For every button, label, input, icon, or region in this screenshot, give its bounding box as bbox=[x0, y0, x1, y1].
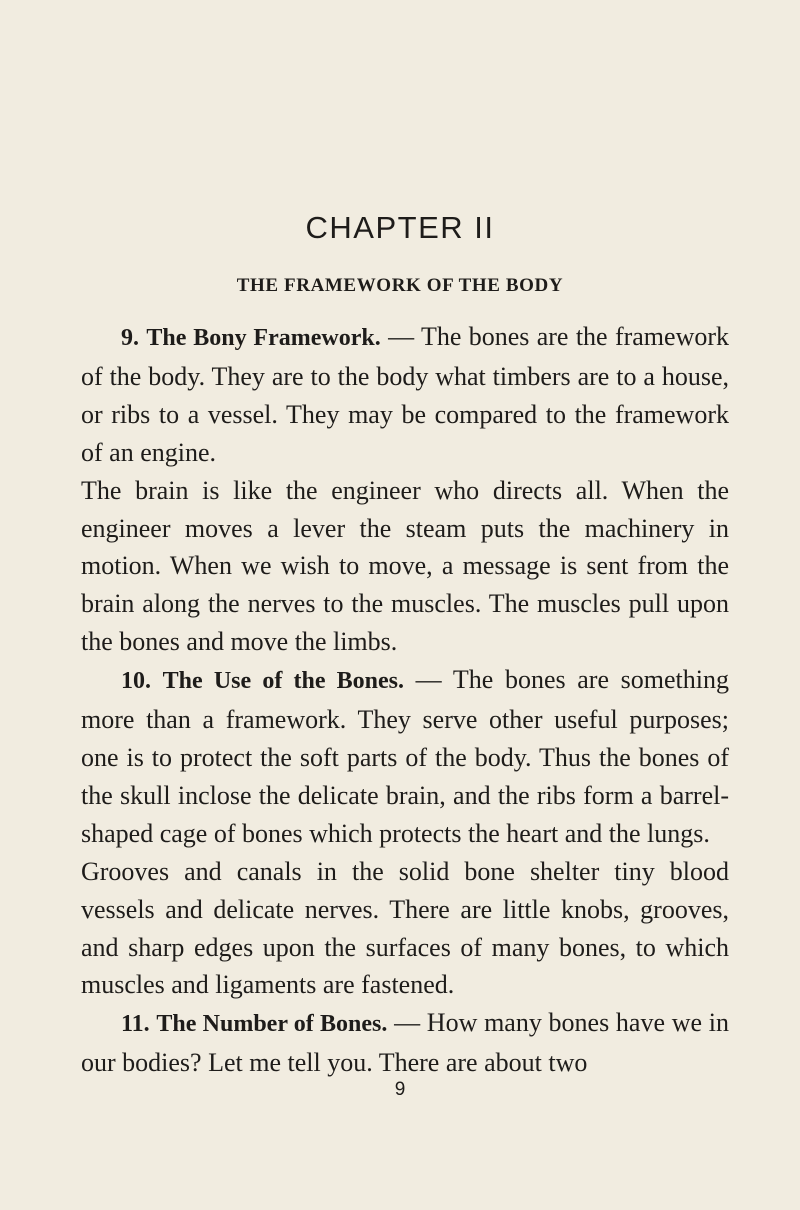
paragraph-11 bbox=[81, 1004, 729, 1082]
section-heading: The Bony Framework. bbox=[146, 325, 381, 351]
paragraph-text: Grooves and canals in the solid bone shelter tiny blood vessels and delicate nerves. There are little knobs, grooves, and sharp edges upon the surfaces of many bones, to which muscles and ligaments are fastened. bbox=[81, 856, 729, 1000]
paragraph-10-continued bbox=[81, 853, 729, 1005]
section-number: 10. bbox=[121, 668, 151, 695]
paragraph-text: The brain is like the engineer who directs all. When the engineer moves a lever the steam puts the machinery in motion. When we wish to move, a message is sent from the brain along the nerves to the muscles. The muscles pull upon the bones and move the limbs. bbox=[81, 475, 729, 657]
paragraph-text: — The bones are the framework of the body. They are to the body what timbers are to a house, or ribs to a vessel. They may be compared to the framework of an engine. bbox=[81, 322, 730, 467]
section-number: 11. bbox=[121, 1011, 150, 1038]
paragraph-text: — The bones are something more than a framework. They serve other useful purposes; one is to protect the soft parts of the body. Thus the bones of the skull inclose the delicate brain, and the ribs form a barrel-shaped cage of bones which protects the heart and the lungs. bbox=[81, 665, 729, 848]
body-text bbox=[81, 318, 729, 1082]
section-number: 9. bbox=[121, 325, 139, 351]
paragraph-9-continued bbox=[81, 472, 729, 662]
section-heading: The Number of Bones. bbox=[156, 1011, 388, 1038]
paragraph-10 bbox=[81, 661, 729, 853]
paragraph-9 bbox=[81, 318, 729, 472]
chapter-title: THE FRAMEWORK OF THE BODY bbox=[236, 275, 564, 296]
section-heading: The Use of the Bones. bbox=[162, 668, 404, 695]
page-number: 9 bbox=[394, 1079, 406, 1100]
paragraph-text: — How many bones have we in our bodies? Let me tell you. There are about two bbox=[81, 1008, 729, 1078]
chapter-heading: CHAPTER II bbox=[305, 210, 495, 245]
